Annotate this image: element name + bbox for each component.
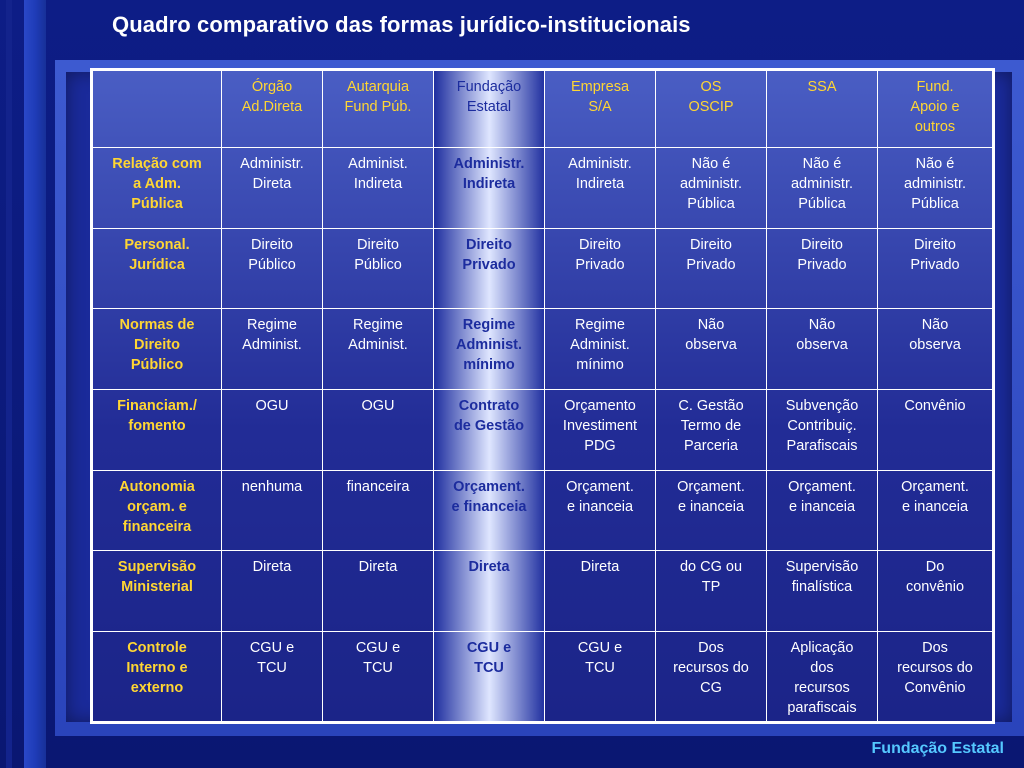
cell-line: Direta xyxy=(468,558,510,575)
table-row xyxy=(92,470,994,550)
table-cell xyxy=(656,228,767,308)
table-row xyxy=(92,228,994,308)
cell-line: Apoio e xyxy=(910,99,960,115)
table-cell xyxy=(323,148,434,229)
cell-line: Público xyxy=(354,256,402,273)
table-cell xyxy=(767,631,878,722)
cell-line: parafiscais xyxy=(787,699,857,716)
cell-line: Não xyxy=(808,316,836,333)
column-header xyxy=(434,70,545,148)
table-cell xyxy=(434,631,545,722)
cell-line: Privado xyxy=(910,256,960,273)
cell-line: Interno e xyxy=(126,659,188,676)
table-cell xyxy=(323,389,434,470)
cell-line: Orçament. xyxy=(901,478,969,495)
table-cell xyxy=(222,308,323,389)
cell-line: Ad.Direta xyxy=(241,99,303,115)
cell-line: convênio xyxy=(905,578,965,595)
table-cell xyxy=(767,389,878,470)
cell-line: Orçament. xyxy=(788,478,856,495)
table-row xyxy=(92,389,994,470)
cell-line: Direito xyxy=(579,236,621,253)
cell-line: Direito xyxy=(690,236,732,253)
cell-line: Não xyxy=(697,316,725,333)
table-row xyxy=(92,308,994,389)
table-row xyxy=(92,148,994,229)
cell-line: Regime xyxy=(462,316,516,333)
table-cell xyxy=(323,631,434,722)
column-header xyxy=(878,70,994,148)
cell-line: CGU e xyxy=(249,639,295,656)
cell-line: e financeia xyxy=(451,498,527,515)
cell-line: TP xyxy=(701,578,721,595)
cell-line: Público xyxy=(130,356,184,373)
cell-line: C. Gestão xyxy=(678,397,744,414)
row-header xyxy=(92,631,222,722)
table-cell xyxy=(767,550,878,631)
cell-line: outros xyxy=(914,119,956,135)
cell-line: Indireta xyxy=(353,176,403,192)
table-cell xyxy=(545,308,656,389)
cell-line: Pública xyxy=(131,196,183,212)
cell-line: Autarquia xyxy=(346,79,410,95)
footer-brand: Fundação Estatal xyxy=(871,740,1004,757)
cell-line: Administ. xyxy=(348,336,408,353)
cell-line: Contribuiç. xyxy=(787,417,857,434)
table-cell xyxy=(656,631,767,722)
cell-line: Dos xyxy=(922,639,948,656)
table-cell xyxy=(545,631,656,722)
cell-line: fomento xyxy=(128,417,186,434)
cell-line: Termo de xyxy=(680,417,742,434)
cell-line: CGU e xyxy=(355,639,401,656)
cell-line: Fund Púb. xyxy=(344,99,412,115)
table-cell xyxy=(545,148,656,229)
cell-line: Convênio xyxy=(904,679,966,696)
cell-line: administr. xyxy=(679,176,743,192)
cell-line: OS xyxy=(700,79,722,95)
cell-line: Orçament. xyxy=(677,478,745,495)
cell-line: recursos do xyxy=(897,659,973,676)
cell-line: Orçament. xyxy=(453,478,525,495)
slide-title: Quadro comparativo das formas jurídico-institucionais xyxy=(112,12,691,37)
cell-line: Órgão xyxy=(251,79,293,95)
cell-line: Administr. xyxy=(568,156,632,172)
table-cell xyxy=(656,389,767,470)
table-cell xyxy=(878,228,994,308)
cell-line: Regime xyxy=(575,316,625,333)
cell-line: e inanceia xyxy=(677,498,745,515)
row-header xyxy=(92,550,222,631)
table-cell xyxy=(323,308,434,389)
cell-line: Estatal xyxy=(466,99,512,115)
table-cell xyxy=(545,550,656,631)
table-cell xyxy=(222,550,323,631)
table-cell xyxy=(545,470,656,550)
cell-line: OGU xyxy=(361,397,395,414)
table-cell xyxy=(434,550,545,631)
table-cell xyxy=(323,550,434,631)
cell-line: financeira xyxy=(122,518,192,535)
cell-line: Indireta xyxy=(462,176,516,192)
cell-line: CG xyxy=(700,679,722,696)
cell-line: Não é xyxy=(915,156,955,172)
cell-line: Direito xyxy=(801,236,843,253)
cell-line: Administ. xyxy=(242,336,302,353)
cell-line: Direito xyxy=(466,236,512,253)
column-header xyxy=(323,70,434,148)
table-cell xyxy=(545,228,656,308)
cell-line: Privado xyxy=(797,256,847,273)
column-header xyxy=(222,70,323,148)
cell-line: TCU xyxy=(257,659,287,676)
table-cell xyxy=(545,389,656,470)
decorative-vertical-bar xyxy=(24,0,46,768)
cell-line: Direito xyxy=(134,336,180,353)
cell-line: Subvenção xyxy=(785,397,859,414)
cell-line: Direta xyxy=(580,558,620,575)
cell-line: SSA xyxy=(807,79,837,95)
cell-line: TCU xyxy=(585,659,615,676)
cell-line: Do xyxy=(925,558,945,575)
table-cell xyxy=(767,470,878,550)
table-cell xyxy=(878,389,994,470)
cell-line: de Gestão xyxy=(453,417,525,434)
cell-line: dos xyxy=(810,659,834,676)
table-cell xyxy=(434,228,545,308)
table-cell xyxy=(878,470,994,550)
table-cell xyxy=(656,148,767,229)
cell-line: Direta xyxy=(358,558,398,575)
cell-line: mínimo xyxy=(576,356,624,373)
cell-line: observa xyxy=(685,336,737,353)
cell-line: CGU e xyxy=(466,639,512,656)
cell-line: Parceria xyxy=(684,437,738,454)
cell-line: Personal. xyxy=(124,236,190,253)
cell-line: CGU e xyxy=(577,639,623,656)
cell-line: Privado xyxy=(686,256,736,273)
corner-cell xyxy=(92,70,222,148)
row-header xyxy=(92,308,222,389)
cell-line: Fundação xyxy=(456,79,522,95)
cell-line: recursos do xyxy=(673,659,749,676)
cell-line: administr. xyxy=(790,176,854,192)
table-cell xyxy=(434,308,545,389)
table-cell xyxy=(878,550,994,631)
header-row xyxy=(92,70,994,148)
cell-line: Supervisão xyxy=(117,558,197,575)
cell-line: TCU xyxy=(363,659,393,676)
table-cell xyxy=(878,148,994,229)
cell-line: Não é xyxy=(691,156,731,172)
cell-line: Supervisão xyxy=(785,558,859,575)
cell-line: S/A xyxy=(588,99,612,115)
cell-line: Administ. xyxy=(348,156,408,172)
table-cell xyxy=(878,631,994,722)
cell-line: Autonomia xyxy=(119,478,195,495)
cell-line: Privado xyxy=(462,256,516,273)
table-row xyxy=(92,631,994,722)
cell-line: Controle xyxy=(127,639,187,656)
row-header xyxy=(92,389,222,470)
cell-line: Direito xyxy=(357,236,399,253)
row-header xyxy=(92,470,222,550)
cell-line: Regime xyxy=(353,316,403,333)
table-cell xyxy=(656,550,767,631)
table-cell xyxy=(767,148,878,229)
cell-line: Indireta xyxy=(575,176,625,192)
cell-line: recursos xyxy=(794,679,850,696)
cell-line: observa xyxy=(909,336,961,353)
cell-line: Privado xyxy=(575,256,625,273)
cell-line: Público xyxy=(248,256,296,273)
column-header xyxy=(656,70,767,148)
cell-line: Aplicação xyxy=(790,639,854,656)
cell-line: do CG ou xyxy=(679,558,743,575)
table-cell xyxy=(222,389,323,470)
cell-line: Regime xyxy=(247,316,297,333)
table-cell xyxy=(222,470,323,550)
cell-line: Empresa xyxy=(570,79,630,95)
column-header xyxy=(767,70,878,148)
cell-line: a Adm. xyxy=(133,176,181,192)
cell-line: orçam. e xyxy=(127,498,187,515)
cell-line: Dos xyxy=(698,639,724,656)
table-cell xyxy=(656,470,767,550)
cell-line: Fund. xyxy=(916,79,954,95)
cell-line: Direito xyxy=(251,236,293,253)
table-cell xyxy=(434,148,545,229)
cell-line: e inanceia xyxy=(566,498,634,515)
table-cell xyxy=(767,228,878,308)
comparison-table xyxy=(90,68,995,724)
cell-line: Relação com xyxy=(112,156,202,172)
table-row xyxy=(92,550,994,631)
cell-line: Orçament. xyxy=(566,478,634,495)
cell-line: TCU xyxy=(474,659,504,676)
cell-line: Financiam./ xyxy=(117,397,197,414)
cell-line: Administ. xyxy=(570,336,630,353)
column-header xyxy=(545,70,656,148)
cell-line: Não é xyxy=(802,156,842,172)
cell-line: mínimo xyxy=(463,356,515,373)
table-cell xyxy=(222,228,323,308)
table-cell xyxy=(323,228,434,308)
cell-line: OGU xyxy=(255,397,289,414)
table-cell xyxy=(222,148,323,229)
cell-line: OSCIP xyxy=(688,99,734,115)
cell-line: Ministerial xyxy=(121,578,193,595)
cell-line: Pública xyxy=(798,196,846,212)
cell-line: e inanceia xyxy=(788,498,856,515)
table-cell xyxy=(434,470,545,550)
cell-line: Investiment xyxy=(562,417,638,434)
table-cell xyxy=(222,631,323,722)
cell-line: Pública xyxy=(911,196,959,212)
cell-line: Pública xyxy=(687,196,735,212)
cell-line: PDG xyxy=(584,437,616,454)
table-cell xyxy=(878,308,994,389)
cell-line: Administ. xyxy=(455,336,523,353)
cell-line: observa xyxy=(796,336,848,353)
cell-line: Contrato xyxy=(458,397,520,414)
cell-line: Direito xyxy=(914,236,956,253)
table-cell xyxy=(434,389,545,470)
cell-line: Parafiscais xyxy=(786,437,858,454)
cell-line: Normas de xyxy=(119,316,195,333)
cell-line: administr. xyxy=(903,176,967,192)
cell-line: Não xyxy=(921,316,949,333)
decorative-thin-bar xyxy=(6,0,12,768)
row-header xyxy=(92,228,222,308)
cell-line: externo xyxy=(130,679,184,696)
cell-line: Convênio xyxy=(904,397,966,414)
cell-line: Orçamento xyxy=(564,397,636,414)
cell-line: e inanceia xyxy=(901,498,969,515)
cell-line: nenhuma xyxy=(241,478,303,495)
cell-line: Jurídica xyxy=(129,256,185,273)
cell-line: Administr. xyxy=(240,156,304,172)
cell-line: financeira xyxy=(346,478,410,495)
row-header xyxy=(92,148,222,229)
table-cell xyxy=(656,308,767,389)
cell-line: finalística xyxy=(791,578,853,595)
cell-line: Administr. xyxy=(453,156,525,172)
cell-line: Direta xyxy=(252,558,292,575)
cell-line: Direta xyxy=(252,176,292,192)
table-cell xyxy=(323,470,434,550)
table-cell xyxy=(767,308,878,389)
table-body xyxy=(92,148,994,723)
